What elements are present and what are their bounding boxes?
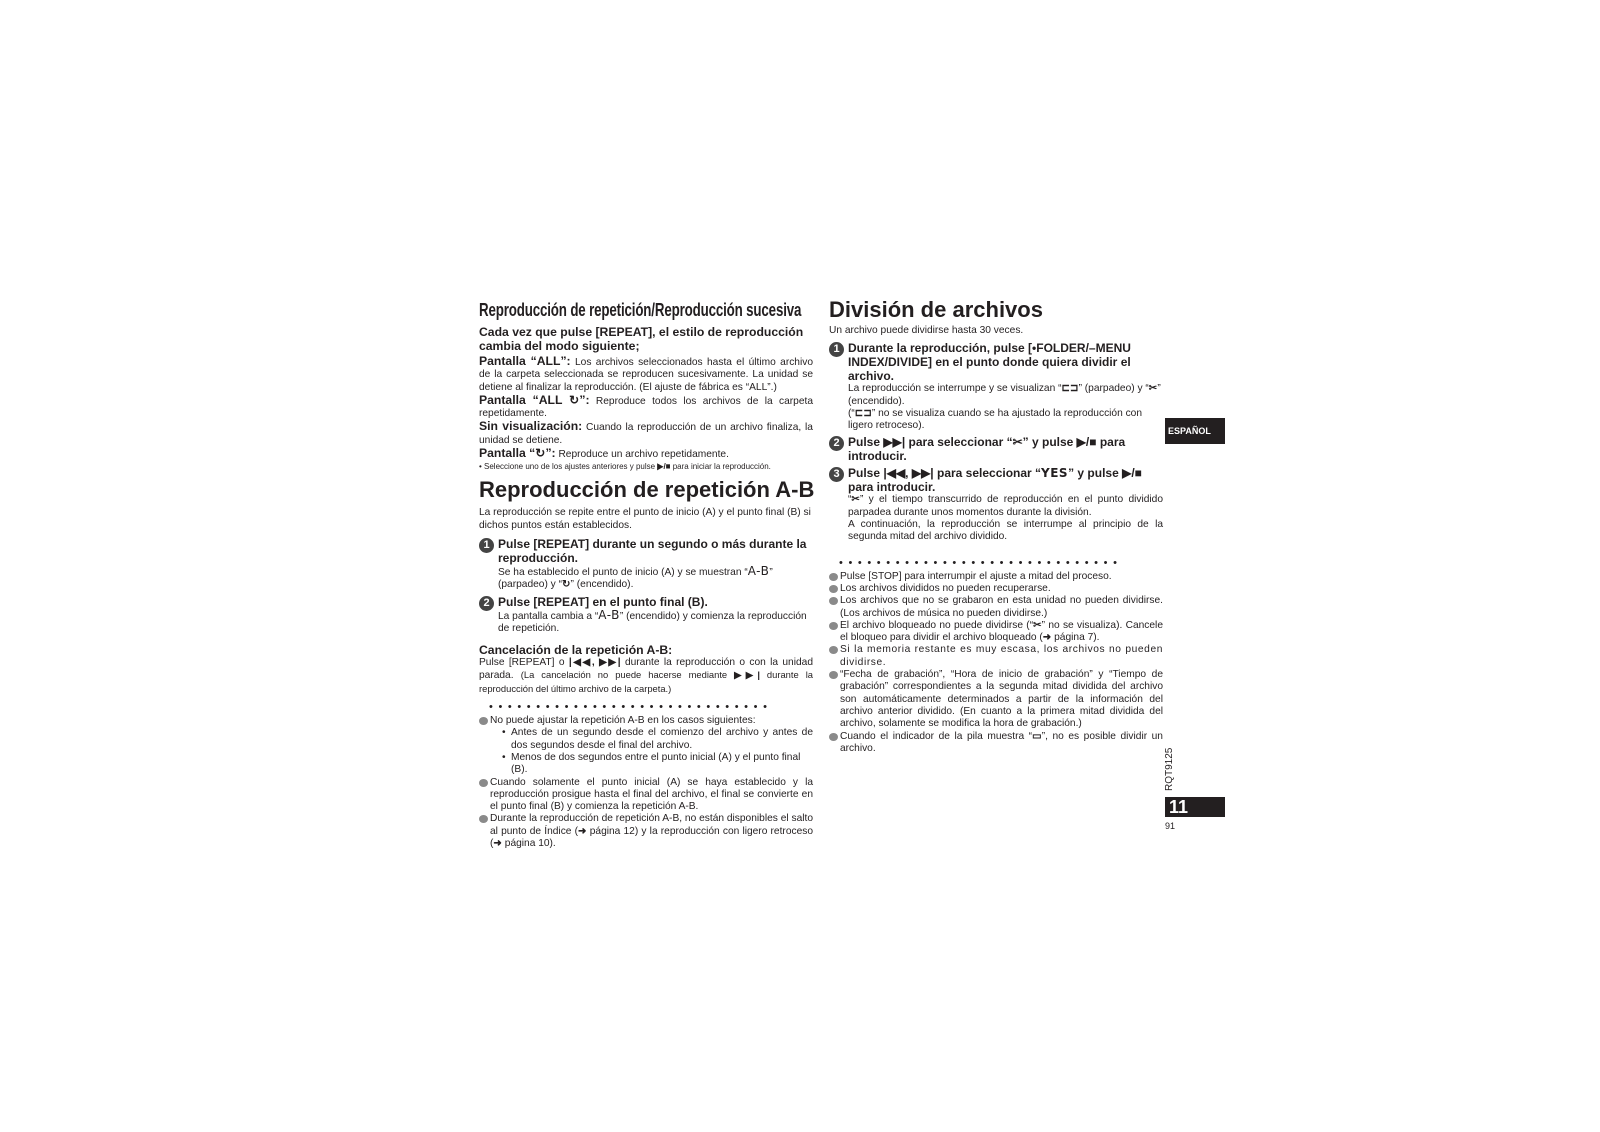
step-desc-note <box>848 408 1163 433</box>
step-number: 1 <box>479 538 494 553</box>
dotted-divider: •••••••••••••••••••••••••••••• <box>839 557 1123 568</box>
desc-part: ” (encendido). <box>848 383 1161 407</box>
step-content <box>498 595 813 636</box>
bullet-icon <box>829 597 838 605</box>
folder-icon: ⊏⊐ <box>854 407 872 419</box>
skip-buttons-icon: |◀◀, ▶▶| <box>883 466 934 481</box>
bullet-icon <box>479 717 488 725</box>
divide-bullet-7 <box>829 731 1163 756</box>
ab-intro: La reproducción se repite entre el punto de inicio (A) y el punto final (B) si dichos puntos están establecidos. <box>479 507 811 531</box>
title-part: ” y pulse <box>1068 466 1123 481</box>
page-number: 11 <box>1165 797 1225 817</box>
sub-bullet <box>502 752 813 777</box>
skip-forward-icon: ▶▶| <box>883 435 906 450</box>
section-title-ab: Reproducción de repetición A-B <box>479 477 815 503</box>
mode-none-term: Sin visualización: <box>479 419 583 434</box>
mode-all-repeat <box>479 394 813 421</box>
mode-single <box>479 447 813 461</box>
divide-bullet-4 <box>829 620 1163 645</box>
bullet-text: Cuando solamente el punto inicial (A) se haya establecido y la reproducción prosigue hasta el final del archivo, el final se convierte en el punto final (B) y comienza la repetición A-B. <box>490 776 813 813</box>
bullet-text <box>840 731 1163 756</box>
bullet-part: El archivo bloqueado no puede dividirse (“ <box>840 619 1034 631</box>
mode-single-term <box>479 446 556 460</box>
mode-all-text: Los archivos seleccionados hasta el último archivo de la carpeta seleccionada se reproducen sucesivamente. La unidad se detiene al finalizar la reproducción. (El ajuste de fábrica es “ALL”.) <box>479 357 813 393</box>
left-column <box>479 292 813 850</box>
term-part: ”: <box>579 392 590 407</box>
step-number: 2 <box>829 436 844 451</box>
term-part: Pantalla “ALL <box>479 392 570 407</box>
play-stop-icon: ▶/■ <box>1122 466 1142 481</box>
cancel-small <box>479 669 813 693</box>
step-content <box>848 341 1163 432</box>
repeat-icon: ↻ <box>569 392 580 407</box>
repeat-intro: Cada vez que pulse [REPEAT], el estilo de reproducción cambia del modo siguiente; <box>479 325 804 353</box>
sub-bullet-icon: • <box>502 751 506 763</box>
step-desc <box>848 494 1163 519</box>
battery-icon: ▭ <box>1032 730 1042 742</box>
desc-part: ” y el tiempo transcurrido de reproducción en el punto dividido parpadea durante unos momentos durante la división. <box>848 494 1163 518</box>
bullet-text <box>490 813 813 850</box>
ab-bullet-1 <box>479 715 813 776</box>
ab-bullet-2 <box>479 777 813 814</box>
title-part: para seleccionar “ <box>905 435 1013 450</box>
play-stop-icon: ▶/■ <box>657 461 671 472</box>
arrow-icon: ➜ <box>578 825 587 837</box>
skip-forward-icon: ▶▶| <box>734 669 760 681</box>
bullet-line: No puede ajustar la repetición A-B en los casos siguientes: <box>490 715 756 727</box>
bullet-part: página 10). <box>501 838 556 850</box>
step-content <box>498 537 813 592</box>
divide-bullet-6 <box>829 669 1163 730</box>
bullet-text <box>840 620 1163 645</box>
mode-all-repeat-text: Reproduce todos los archivos de la carpeta repetidamente. <box>479 395 813 420</box>
sub-bullet-text: Antes de un segundo desde el comienzo del archivo y antes de dos segundos desde el final del archivo. <box>511 727 813 751</box>
desc-part: ” no se visualiza cuando se ha ajustado la reproducción con ligero retroceso). <box>848 407 1143 432</box>
bullet-part: Durante la reproducción de repetición A-B, no están disponibles el salto al punto de Índice ( <box>490 813 813 837</box>
model-number: RQT9125 <box>1164 747 1175 791</box>
bullet-icon <box>829 622 838 630</box>
scissors-icon: ✂ <box>1033 619 1042 631</box>
bullet-text: Los archivos divididos no pueden recuperarse. <box>840 582 1051 594</box>
divide-step-1 <box>829 341 1163 432</box>
step-desc <box>848 383 1163 408</box>
mode-none-text: Cuando la reproducción de un archivo finaliza, la unidad se detiene. <box>479 422 813 446</box>
step-number: 1 <box>829 342 844 357</box>
arrow-icon: ➜ <box>1042 632 1052 644</box>
cancel-part: Pulse [REPEAT] o <box>479 657 569 669</box>
mode-none <box>479 420 813 447</box>
title-part: para introducir. <box>848 435 1126 464</box>
step-title <box>848 435 1163 463</box>
repeat-icon: ↻ <box>535 446 546 461</box>
step-desc <box>498 609 813 636</box>
desc-part: ” (parpadeo) y “ <box>498 566 773 591</box>
repeat-note <box>479 461 786 472</box>
ab-bullet-3 <box>479 813 813 850</box>
divide-bullet-2 <box>829 583 1163 595</box>
divide-step-2 <box>829 435 1163 463</box>
desc-part: ” (encendido) y comienza la reproducción de repetición. <box>498 610 807 634</box>
folder-icon: ⊏⊐ <box>1061 383 1079 395</box>
step-content <box>848 466 1163 543</box>
bullet-icon <box>829 585 838 593</box>
arrow-icon: ➜ <box>493 838 502 850</box>
divide-step-3 <box>829 466 1163 543</box>
cancel-part: durante la reproducción o con la unidad parada. <box>479 657 813 682</box>
title-part: Pulse <box>848 466 884 481</box>
mode-all-term: Pantalla “ALL”: <box>479 354 571 368</box>
step-title <box>848 466 1163 494</box>
desc-part: Se ha establecido el punto de inicio (A) y se muestran “ <box>498 566 748 578</box>
ab-display-icon: A-B <box>598 607 620 622</box>
mode-all <box>479 355 813 394</box>
bullet-text <box>490 715 813 776</box>
bullet-icon <box>829 573 838 581</box>
sub-bullet-text: Menos de dos segundos entre el punto inicial (A) y el punto final (B). <box>511 751 801 776</box>
cancel-part: (La cancelación no puede hacerse mediante <box>520 669 735 681</box>
section-title-divide: División de archivos <box>829 297 1043 322</box>
mode-single-text: Reproduce un archivo repetidamente. <box>558 449 729 461</box>
title-part: Pulse <box>848 435 884 450</box>
cancel-title: Cancelación de la repetición A-B: <box>479 643 673 658</box>
bullet-text: Pulse [STOP] para interrumpir el ajuste a mitad del proceso. <box>840 570 1112 582</box>
divide-bullet-3 <box>829 595 1163 620</box>
term-part: ”: <box>545 446 556 461</box>
bullet-icon <box>829 671 838 679</box>
bullet-part: ”, no es posible dividir un archivo. <box>840 730 1163 754</box>
divide-bullet-1 <box>829 571 1163 583</box>
step-number: 2 <box>479 596 494 611</box>
bullet-text: Los archivos que no se grabaron en esta unidad no pueden dividirse. (Los archivos de música no pueden dividirse.) <box>840 595 1163 619</box>
title-part: para introducir. <box>848 480 936 495</box>
desc-part: (“ <box>848 407 855 419</box>
bullet-text: Si la memoria restante es muy escasa, los archivos no pueden dividirse. <box>840 644 1163 668</box>
yes-display-icon: YES <box>1041 466 1069 481</box>
title-part: para seleccionar “ <box>933 466 1042 481</box>
step-title: Pulse [REPEAT] en el punto final (B). <box>498 594 708 609</box>
title-part: ” y pulse <box>1022 435 1077 450</box>
bullet-part: página 12) y la reproducción con ligero retroceso ( <box>490 825 814 850</box>
right-column <box>829 292 1163 755</box>
divide-intro: Un archivo puede dividirse hasta 30 veces. <box>829 325 1024 336</box>
sub-bullet-icon: • <box>502 727 506 739</box>
step-desc-2: A continuación, la reproducción se interrumpe al principio de la segunda mitad del archivo dividido. <box>848 519 1163 543</box>
desc-part: La pantalla cambia a “ <box>498 610 599 622</box>
step-desc <box>498 565 813 592</box>
play-stop-icon: ▶/■ <box>1076 435 1097 450</box>
sub-bullet <box>502 727 813 752</box>
cancel-text <box>479 657 813 696</box>
bullet-part: página 7). <box>1051 632 1100 644</box>
page-small-number: 91 <box>1165 821 1176 831</box>
bullet-icon <box>479 779 488 787</box>
ab-step-2 <box>479 595 813 636</box>
scissors-icon: ✂ <box>851 494 860 506</box>
term-part: Pantalla “ <box>479 446 536 461</box>
scissors-icon: ✂ <box>1012 435 1023 450</box>
divide-bullet-5 <box>829 644 1163 669</box>
skip-buttons-icon: |◀◀, ▶▶| <box>568 657 621 669</box>
desc-part: La reproducción se interrumpe y se visualizan “ <box>848 383 1062 395</box>
scissors-icon: ✂ <box>1148 383 1158 395</box>
desc-part: ” (encendido). <box>570 579 634 591</box>
bullet-icon <box>829 646 838 654</box>
dotted-divider: •••••••••••••••••••••••••••••• <box>489 702 773 713</box>
ab-display-icon: A-B <box>747 563 770 578</box>
bullet-part: Cuando el indicador de la pila muestra “ <box>840 730 1033 742</box>
step-content <box>848 435 1163 463</box>
cancel-part: durante la reproducción del último archivo de la carpeta.) <box>479 669 813 694</box>
bullet-icon <box>829 733 838 741</box>
ab-step-1 <box>479 537 813 592</box>
note-text: para iniciar la reproducción. <box>670 461 771 472</box>
bullet-text: “Fecha de grabación”, “Hora de inicio de grabación” y “Tiempo de grabación” correspondientes a la segunda mitad dividida del archivo son automáticamente determinados a partir de la información del archivo anterior dividido. (En cuanto a la primera mitad dividida del archivo, solamente se modifica la hora de grabación.) <box>840 669 1163 730</box>
mode-all-repeat-term <box>479 393 590 407</box>
note-text: • Seleccione uno de los ajustes anteriores y pulse <box>479 461 658 472</box>
section-title-repeat: Reproducción de repetición/Reproducción sucesiva <box>479 300 802 320</box>
step-title: Durante la reproducción, pulse [•FOLDER/–MENU INDEX/DIVIDE] en el punto donde quiera dividir el archivo. <box>848 341 1131 384</box>
step-number: 3 <box>829 467 844 482</box>
desc-part: “ <box>848 494 852 506</box>
repeat-icon: ↻ <box>562 579 571 591</box>
language-tab: ESPAÑOL <box>1165 418 1225 444</box>
desc-part: ” (parpadeo) y “ <box>1078 383 1149 395</box>
bullet-part: ” no se visualiza). Cancele el bloqueo para dividir el archivo bloqueado ( <box>840 619 1163 644</box>
step-title: Pulse [REPEAT] durante un segundo o más durante la reproducción. <box>498 536 807 565</box>
bullet-icon <box>479 815 488 823</box>
